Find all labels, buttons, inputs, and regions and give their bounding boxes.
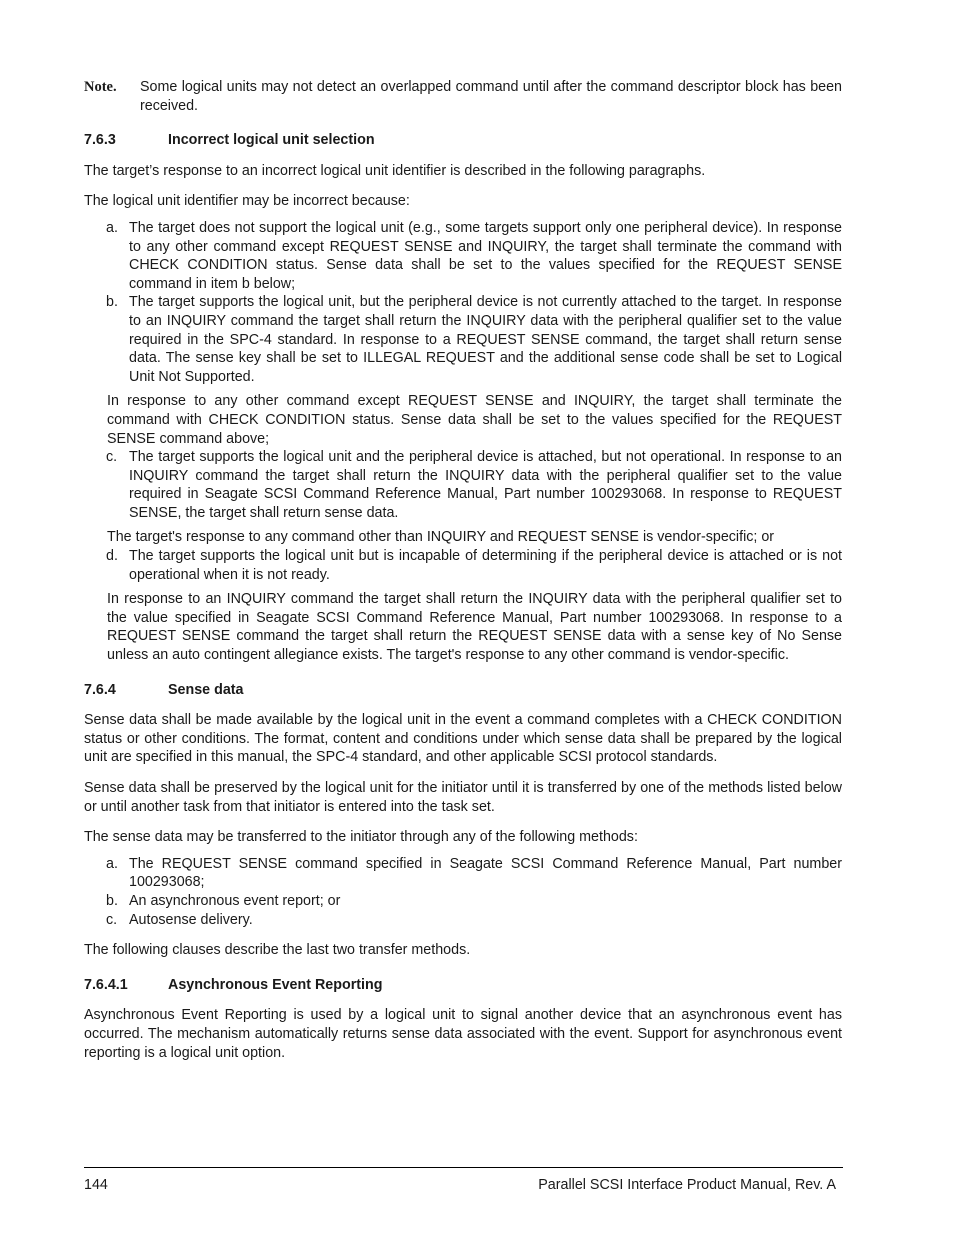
list-item xyxy=(106,892,842,911)
note-text: Some logical units may not detect an overlapped command until after the command descriptor block has been received. xyxy=(140,79,842,114)
list-marker: a. xyxy=(106,855,118,872)
section-heading-7-6-4-1 xyxy=(84,976,842,995)
list-marker: b. xyxy=(106,892,118,909)
list-item xyxy=(106,448,842,522)
section-title: Asynchronous Event Reporting xyxy=(168,976,383,993)
section-title: Sense data xyxy=(168,681,244,698)
page-number: 144 xyxy=(84,1177,108,1193)
method-list xyxy=(84,855,842,929)
list-marker: b. xyxy=(106,294,118,311)
list-item-text: The target does not support the logical unit (e.g., some targets support only one peripheral device). In response to any other command except REQUEST SENSE and INQUIRY, the target shall terminate the command with CHECK CONDITION status. Sense data shall be set to the values specified for the REQUEST SENSE command in item b below; xyxy=(129,219,842,292)
list-item xyxy=(106,855,842,892)
paragraph: The target’s response to an incorrect logical unit identifier is described in the following paragraphs. xyxy=(84,162,706,179)
paragraph: Sense data shall be preserved by the logical unit for the initiator until it is transferred by one of the methods listed below or until another task from that initiator is entered into the task set. xyxy=(84,780,842,815)
list-item-text: The target supports the logical unit, but the peripheral device is not currently attached to the target. In response to an INQUIRY command the target shall return the INQUIRY data with the peripheral qualifier set to the value required in the SPC-4 standard. In response to a REQUEST SENSE command, the target shall return sense data. The sense key shall be set to ILLEGAL REQUEST and the additional sense code shall be set to Logical Unit Not Supported. xyxy=(129,294,842,385)
list-item xyxy=(106,293,842,386)
list-item-text: The target supports the logical unit but is incapable of determining if the peripheral device is attached or is not operational when it is not ready. xyxy=(129,548,842,583)
paragraph: The following clauses describe the last two transfer methods. xyxy=(84,942,471,959)
list-item-text: The target supports the logical unit and the peripheral device is attached, but not operational. In response to an INQUIRY command the target shall return the INQUIRY data with the peripheral qualifier set to the value required in Seagate SCSI Command Reference Manual, Part number 100293068. In response to REQUEST SENSE, the target shall return sense data. xyxy=(129,449,842,521)
list-item-text: An asynchronous event report; or xyxy=(129,892,341,909)
note-label: Note. xyxy=(84,79,117,95)
footer-title: Parallel SCSI Interface Product Manual, Rev. A xyxy=(538,1177,836,1193)
paragraph: Asynchronous Event Reporting is used by a logical unit to signal another device that an asynchronous event has occurred. The mechanism automatically returns sense data associated with the event. Support for asynchronous event reporting is a logical unit option. xyxy=(84,1007,842,1061)
footer-divider xyxy=(84,1167,843,1168)
list-item xyxy=(106,219,842,293)
list-item xyxy=(106,911,842,930)
section-number: 7.6.4.1 xyxy=(84,976,128,993)
list-marker: a. xyxy=(106,219,118,236)
section-title: Incorrect logical unit selection xyxy=(168,132,375,149)
list-marker: d. xyxy=(106,548,118,565)
list-marker: c. xyxy=(106,911,118,928)
paragraph: The logical unit identifier may be incorrect because: xyxy=(84,193,410,210)
indented-paragraph: In response to any other command except REQUEST SENSE and INQUIRY, the target shall terminate the command with CHECK CONDITION status. Sense data shall be set to the values specified for the REQUEST SENSE command above; xyxy=(107,393,842,447)
note xyxy=(84,78,842,115)
section-number: 7.6.4 xyxy=(84,681,116,698)
indented-paragraph: The target's response to any command other than INQUIRY and REQUEST SENSE is vendor-specific; or xyxy=(107,529,775,546)
list-item-text: The REQUEST SENSE command specified in Seagate SCSI Command Reference Manual, Part number 100293068; xyxy=(129,855,842,891)
document-body xyxy=(84,78,842,1074)
section-heading-7-6-4 xyxy=(84,681,842,700)
list-item-text: Autosense delivery. xyxy=(129,911,253,928)
reason-list xyxy=(84,219,842,665)
list-item xyxy=(106,547,842,584)
paragraph: The sense data may be transferred to the initiator through any of the following methods: xyxy=(84,829,638,846)
section-number: 7.6.3 xyxy=(84,132,116,149)
paragraph: Sense data shall be made available by the logical unit in the event a command completes with a CHECK CONDITION status or other conditions. The format, content and conditions under which sense data shall be prepared by the logical unit are specified in this manual, the SPC-4 standard, and other applicable SCSI protocol standards. xyxy=(84,712,842,766)
list-marker: c. xyxy=(106,449,118,466)
indented-paragraph: In response to an INQUIRY command the target shall return the INQUIRY data with the peripheral qualifier set to the value specified in Seagate SCSI Command Reference Manual, Part number 100293068. In response to a REQUEST SENSE command the target shall return the REQUEST SENSE data with a sense key of No Sense unless an auto contingent allegiance exists. The target's response to any other command is vendor-specific. xyxy=(107,591,842,664)
section-heading-7-6-3 xyxy=(84,131,842,150)
